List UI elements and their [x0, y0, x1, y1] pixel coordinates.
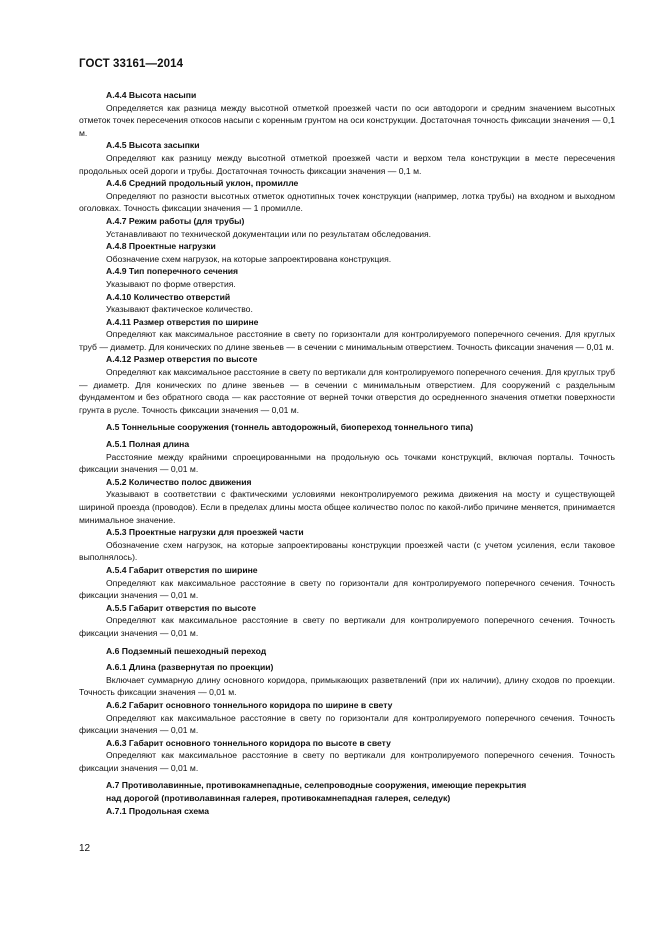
subsection-heading: А.4.12 Размер отверстия по высоте [106, 354, 258, 365]
section-heading: А.5 Тоннельные сооружения (тоннель автодорожный, биопереход тоннельного типа) [106, 422, 474, 433]
paragraph: Определяют как максимальное расстояние в свету по вертикали для контролируемого поперечного сечения. Точность фиксации значения — 0,01 м. [79, 750, 615, 773]
subsection-heading: А.5.2 Количество полос движения [106, 476, 252, 487]
document-body [79, 89, 615, 817]
subsection-heading: А.4.9 Тип поперечного сечения [106, 266, 239, 277]
paragraph: Определяют как максимальное расстояние в свету по вертикали для контролируемого поперечного сечения. Для круглых труб — диаметр. Для конических по длине звеньев — в сечении с минимальным отверстием. Для сооружений с раздельным фундаментом и без обратного свода — как расстояние от верней точки отверстия до осредненного значения отметки поверхности грунта в русле. Точность фиксации значения — 0,01 м. [79, 367, 615, 415]
paragraph: Указывают в соответствии с фактическими условиями неконтролируемого режима движения на мосту и существующей шириной проезда (проводов). Если в пределах длины моста общее количество полос по какой-либо причине меняется, принимается минимальное значение. [79, 489, 615, 525]
paragraph: Определяют как максимальное расстояние в свету по горизонтали для контролируемого поперечного сечения. Точность фиксации значения — 0,01 м. [79, 577, 615, 601]
paragraph: Указывают по форме отверстия. [106, 278, 236, 289]
paragraph: Определяют по разности высотных отметок однотипных точек конструкции (например, лотка трубы) на входном и выходном оголовках. Точность фиксации значения — 1 промилле. [79, 190, 615, 214]
paragraph: Обозначение схем нагрузок, на которые запроектирована конструкция. [106, 253, 392, 264]
paragraph: Определяют как максимальное расстояние в свету по горизонтали для контролируемого поперечного сечения. Для круглых труб — диаметр. Для конических по длине звеньев — в сечении с минимальным отверстием. Точность фиксации значения — 0,01 м. [79, 329, 615, 352]
paragraph: Определяют как разницу между высотной отметкой проезжей части и верхом тела конструкции в месте пересечения продольных осей дороги и трубы. Достаточная точность фиксации значения — 0,1 м. [79, 152, 615, 176]
paragraph: Определяется как разница между высотной отметкой проезжей части по оси автодороги и средним значением высотных отметок точек пересечения откосов насыпи с коренным грунтом на оси конструкции. Достаточная точность фиксации значения — 0,1 м. [79, 102, 615, 138]
subsection-heading: А.6.1 Длина (развернутая по проекции) [106, 662, 274, 673]
subsection-heading: А.4.5 Высота засыпки [106, 140, 200, 151]
section-heading: А.6 Подземный пешеходный переход [106, 645, 267, 656]
subsection-heading: А.5.5 Габарит отверстия по высоте [106, 602, 257, 613]
subsection-heading: А.4.6 Средний продольный уклон, промилле [106, 178, 299, 189]
document-header: ГОСТ 33161—2014 [79, 58, 184, 70]
page-number: 12 [79, 843, 91, 854]
subsection-heading: А.6.3 Габарит основного тоннельного коридора по высоте в свету [106, 737, 391, 748]
paragraph: Обозначение схем нагрузок, на которые запроектированы конструкции проезжей части (с учетом усиления, если таковое выполнялось). [79, 539, 615, 563]
paragraph: Включает суммарную длину основного коридора, примыкающих разветвлений (при их наличии), длину сходов по проекции. Точность фиксации значения — 0,01 м. [79, 674, 615, 698]
paragraph: Определяют как максимальное расстояние в свету по горизонтали для контролируемого поперечного сечения. Точность фиксации значения — 0,01 м. [79, 712, 615, 736]
subsection-heading: А.4.10 Количество отверстий [106, 291, 231, 302]
paragraph: Указывают фактическое количество. [106, 304, 253, 315]
subsection-heading: А.5.1 Полная длина [106, 439, 190, 450]
subsection-heading: А.4.8 Проектные нагрузки [106, 241, 216, 252]
subsection-heading: А.5.3 Проектные нагрузки для проезжей части [106, 527, 304, 538]
subsection-heading: А.4.4 Высота насыпи [106, 90, 197, 100]
paragraph: Расстояние между крайними спроецированными на продольную ось точками конструкций, включая порталы. Точность фиксации значения — 0,01 м. [79, 451, 615, 475]
subsection-heading: А.7.1 Продольная схема [106, 805, 210, 816]
subsection-heading: А.5.4 Габарит отверстия по ширине [106, 564, 258, 575]
subsection-heading: А.6.2 Габарит основного тоннельного коридора по ширине в свету [106, 699, 393, 710]
section-heading [79, 779, 615, 804]
paragraph: Устанавливают по технической документации или по результатам обследования. [106, 228, 432, 239]
section-heading-line: А.7 Противолавинные, противокамнепадные, селепроводные сооружения, имеющие перекрытия [106, 780, 527, 791]
subsection-heading: А.4.11 Размер отверстия по ширине [106, 316, 259, 327]
subsection-heading: А.4.7 Режим работы (для трубы) [106, 215, 245, 226]
paragraph: Определяют как максимальное расстояние в свету по вертикали для контролируемого поперечного сечения. Точность фиксации значения — 0,01 м. [79, 615, 615, 638]
section-heading-line: над дорогой (противолавинная галерея, противокамнепадная галерея, селедук) [106, 793, 451, 804]
